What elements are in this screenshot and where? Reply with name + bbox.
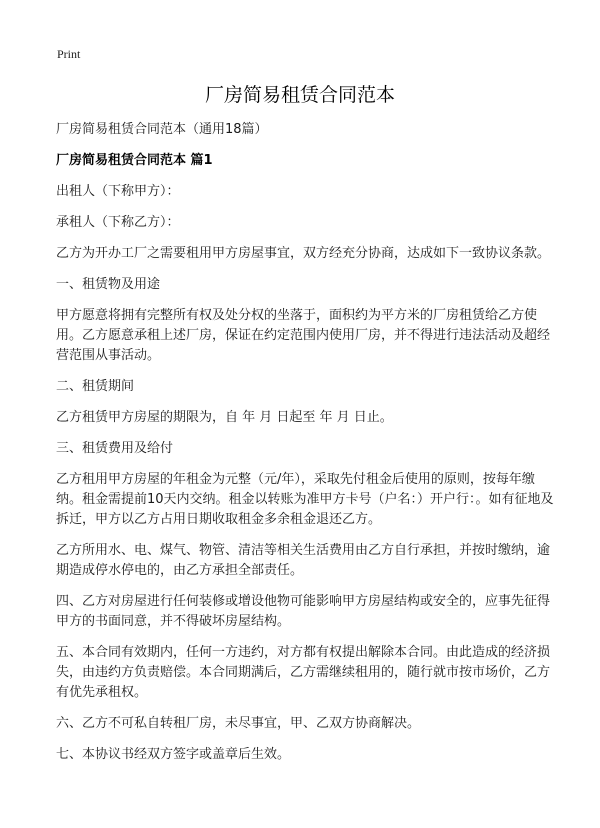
paragraph-intro: 乙方为开办工厂之需要租用甲方房屋事宜，双方经充分协商，达成如下一致协议条款。 [56, 246, 551, 261]
document-subtitle: 厂房简易租赁合同范本（通用18篇） [56, 122, 268, 137]
clause-heading-2: 二、租赁期间 [56, 379, 135, 394]
clause-7: 七、本协议书经双方签字或盖章后生效。 [56, 747, 291, 762]
clause-6: 六、乙方不可私自转租厂房，未尽事宜，甲、乙双方协商解决。 [56, 716, 421, 731]
clause-5: 五、本合同有效期内，任何一方违约，对方都有权提出解除本合同。由此造成的经济损失，由违约方负责赔偿。本合同期满后，乙方需继续租用的，随行就市按市场价，乙方有优先承租权。 [56, 645, 551, 700]
clause-heading-1: 一、租赁物及用途 [56, 277, 161, 292]
clause-body-1: 甲方愿意将拥有完整所有权及处分权的坐落于，面积约为平方米的厂房租赁给乙方使用。乙方愿意承租上述厂房，保证在约定范围内使用厂房，并不得进行违法活动及超经营范围从事活动。 [56, 308, 551, 363]
clause-body-2: 乙方租赁甲方房屋的期限为，自 年 月 日起至 年 月 日止。 [56, 410, 393, 425]
clause-4: 四、乙方对房屋进行任何装修或增设他物可能影响甲方房屋结构或安全的，应事先征得甲方的书面同意，并不得破坏房屋结构。 [56, 594, 551, 629]
clause-body-3b: 乙方所用水、电、煤气、物管、清洁等相关生活费用由乙方自行承担，并按时缴纳，逾期造成停水停电的，由乙方承担全部责任。 [56, 543, 551, 578]
document-title: 厂房简易租赁合同范本 [204, 84, 395, 106]
print-label: Print [57, 47, 81, 61]
paragraph-lessor: 出租人（下称甲方）： [56, 184, 180, 199]
section-title: 厂房简易租赁合同范本 篇1 [56, 153, 213, 168]
clause-heading-3: 三、租赁费用及给付 [56, 441, 174, 456]
document-body [56, 120, 556, 776]
paragraph-lessee: 承租人（下称乙方）： [56, 215, 180, 230]
clause-body-3a: 乙方租用甲方房屋的年租金为元整（元/年），采取先付租金后使用的原则，按每年缴纳。租金需提前10天内交纳。租金以转账为准甲方卡号（户名：）开户行：。如有征地及拆迁，甲方以乙方占用日期收取租金多余租金退还乙方。 [56, 472, 554, 527]
